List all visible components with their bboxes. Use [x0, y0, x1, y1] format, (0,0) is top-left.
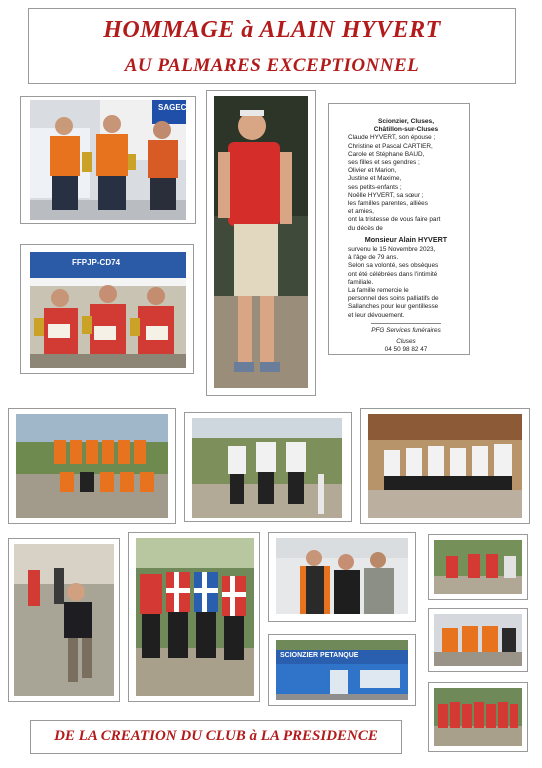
obituary-line: Olivier et Marion,	[348, 167, 397, 175]
title-banner	[28, 8, 516, 84]
obituary-line: familiale.	[348, 278, 374, 286]
photo-trio	[276, 538, 408, 614]
obituary-line: ont la tristesse de vous faire part	[348, 216, 441, 224]
photo-trophy-winners	[30, 100, 186, 220]
obituary-divider	[371, 323, 441, 324]
photo-small-group-3	[434, 688, 522, 746]
photo-team-denmark	[136, 538, 254, 696]
photo-clubhouse	[276, 640, 408, 700]
obituary-line: Justine et Maxime,	[348, 175, 402, 183]
footer-caption: DE LA CREATION DU CLUB à LA PRESIDENCE	[54, 728, 378, 744]
obituary-line: Claude HYVERT, son épouse ;	[348, 134, 436, 142]
club-sign-text: SCIONZIER PETANQUE	[280, 652, 359, 659]
obituary-line: et amies,	[348, 208, 374, 216]
obituary-line: ont été célébrées dans l'intimité	[348, 270, 438, 278]
banner-text-mid: FFPJP-CD74	[72, 258, 121, 267]
obituary-line: à l'âge de 79 ans.	[348, 254, 399, 262]
banner-text-top: SAGEC	[158, 103, 186, 112]
obituary-place-2: Châtillon-sur-Cluses	[373, 126, 439, 134]
footer-banner	[30, 720, 402, 754]
obituary-phone: 04 50 98 82 47	[384, 346, 428, 354]
obituary-funeral-home: PFG Services funéraires	[371, 326, 441, 334]
obituary-place-1: Scionzier, Cluses,	[377, 118, 435, 125]
obituary-line: ses petits-enfants ;	[348, 183, 402, 191]
obituary-line: du décès de	[348, 224, 383, 232]
obituary-town: Cluses	[396, 338, 416, 346]
page-subtitle: AU PALMARES EXCEPTIONNEL	[124, 55, 420, 76]
photo-team-orange	[16, 414, 168, 518]
obituary-deceased-name: Monsieur Alain HYVERT	[364, 234, 448, 244]
photo-alain-portrait	[214, 96, 308, 388]
obituary-line: survenu le 15 Novembre 2023,	[348, 246, 436, 254]
obituary-line: Christine et Pascal CARTIER,	[348, 142, 433, 150]
obituary-line: ses filles et ses gendres ;	[348, 159, 420, 167]
obituary-line: les familles parentes, alliées	[348, 200, 428, 208]
obituary-line: Selon sa volonté, ses obsèques	[348, 262, 439, 270]
obituary-line: La famille remercie le	[348, 287, 409, 295]
page-title: HOMMAGE à ALAIN HYVERT	[103, 17, 441, 43]
obituary-line: personnel des soins palliatifs de	[348, 295, 439, 303]
photo-team-indoor	[368, 414, 522, 518]
obituary-notice	[342, 118, 470, 354]
obituary-line: Noëlle HYVERT, sa sœur ;	[348, 191, 424, 199]
photo-small-group-1	[434, 540, 522, 594]
obituary-line: Carole et Stéphane BAUD,	[348, 150, 425, 158]
photo-podium-winners	[30, 252, 186, 368]
photo-small-group-2	[434, 614, 522, 666]
photo-player-walking	[14, 544, 114, 696]
obituary-line: et leur dévouement.	[348, 311, 405, 319]
obituary-line: Sallanches pour leur gentillesse	[348, 303, 439, 311]
photo-team-white	[192, 418, 342, 518]
